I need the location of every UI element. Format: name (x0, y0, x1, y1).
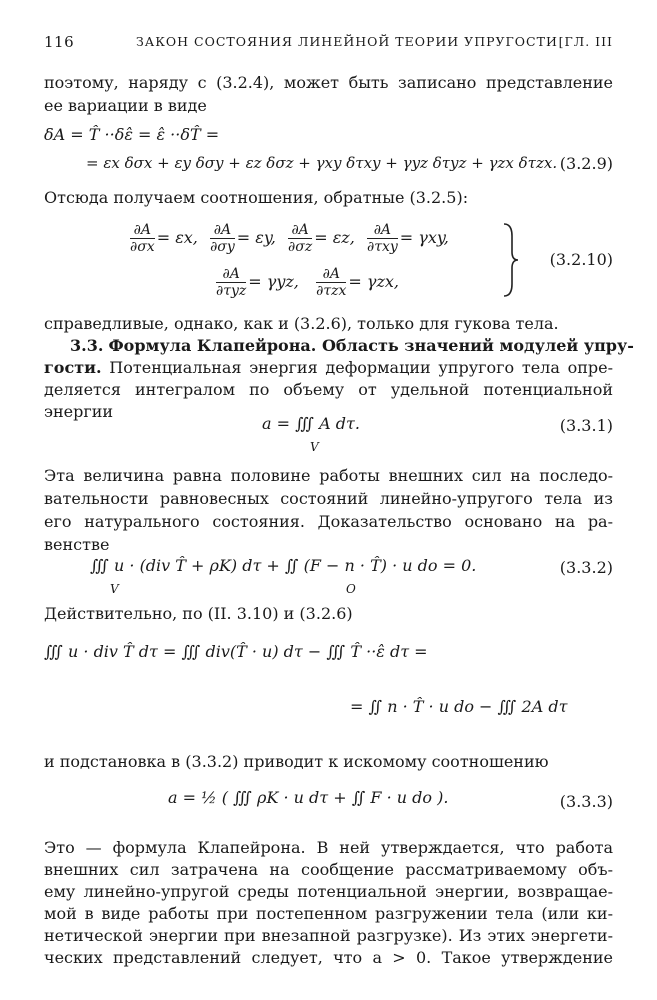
equation-3-2-9-line2: = εx δσx + εy δσy + εz δσz + γxy δτxy + γyz δτyz + γzx δτzx. (86, 154, 558, 172)
integral-subscript: V (310, 440, 319, 454)
text-line: и подстановка в (3.3.2) приводит к искомому соотношению (44, 752, 549, 771)
running-title: ЗАКОН СОСТОЯНИЯ ЛИНЕЙНОЙ ТЕОРИИ УПРУГОСТИ (136, 34, 558, 49)
text-line: ему линейно-упругой среды потенциальной энергии, возвращае- (44, 882, 613, 901)
text-line: гости. Потенциальная энергия деформации упругого тела опре- (44, 358, 613, 377)
text-line: справедливые, однако, как и (3.2.6), только для гукова тела. (44, 314, 559, 333)
equation-3-2-10-row2: $\frac{\partial A}{\text{∂τyz}}$ = γyz, $\frac{\partial A}{\text{∂τzx}}$ = γzx, (216, 266, 400, 299)
running-header (44, 33, 613, 55)
text-line: венстве (44, 535, 110, 554)
page-number: 116 (44, 33, 75, 51)
text-line: Эта величина равна половине работы внешних сил на последо- (44, 466, 613, 485)
text-line: ческих представлений следует, что a > 0. Такое утверждение (44, 948, 613, 967)
equation-number: (3.2.9) (559, 154, 613, 173)
equation-3-3-1: a = ∭ A dτ. (262, 414, 360, 433)
integral-subscript: V (110, 582, 119, 596)
equation-number: (3.3.2) (559, 558, 613, 577)
right-brace (500, 222, 520, 298)
text-line: вательности равновесных состояний линейно-упругого тела из (44, 489, 613, 508)
text-line: его натурального состояния. Доказательство основано на ра- (44, 512, 613, 531)
section-number: 3.3. (70, 336, 104, 355)
section-title: Формула Клапейрона. Область значений модулей упру- (108, 336, 634, 355)
text-line: внешних сил затрачена на сообщение рассматриваемому объ- (44, 860, 613, 879)
equation-identity-line1: ∭ u · div T̂ dτ = ∭ div(T̂ · u) dτ − ∭ T̂ ··ε̂ dτ = (44, 642, 428, 661)
equation-3-3-2: ∭ u · (div T̂ + ρK) dτ + ∬ (F − n · T̂) · u do = 0. (90, 556, 477, 575)
text-line: мой в виде работы при постепенном разгружении тела (или ки- (44, 904, 613, 923)
text-line: Отсюда получаем соотношения, обратные (3.2.5): (44, 188, 469, 207)
equation-number: (3.3.1) (559, 416, 613, 435)
equation-3-2-9-line1: δA = T̂ ··δε̂ = ε̂ ··δT̂ = (44, 125, 220, 144)
integral-subscript: O (346, 582, 356, 596)
equation-number: (3.2.10) (549, 250, 613, 269)
equation-identity-line2: = ∬ n · T̂ · u do − ∭ 2A dτ (350, 697, 568, 716)
text-line: Это — формула Клапейрона. В ней утверждается, что работа (44, 838, 613, 857)
equation-number: (3.3.3) (559, 792, 613, 811)
text-line: энергии (44, 402, 114, 421)
chapter-label: [ГЛ. III (558, 34, 613, 49)
text-line: Действительно, по (II. 3.10) и (3.2.6) (44, 604, 353, 623)
text-line: ее вариации в виде (44, 96, 207, 115)
text-line: нетической энергии при внезапной разгрузке). Из этих энергети- (44, 926, 613, 945)
section-heading-line (70, 336, 634, 356)
equation-3-3-3: a = ½ ( ∭ ρK · u dτ + ∬ F · u do ). (168, 788, 449, 807)
section-title-end: гости. (44, 358, 102, 377)
text-line: деляется интегралом по объему от удельной потенциальной (44, 380, 613, 399)
equation-3-2-10-row1: $\frac{\partial A}{\partial\sigma x}$ = εx, $\frac{\partial A}{\partial\sigma y}$ = εy, $\frac{\partial A}{\partial\sigma z}$ = εz, $\frac{\partial A}{\text{∂τxy}}$ = γxy, (130, 222, 449, 255)
text-line: поэтому, наряду с (3.2.4), может быть записано представление (44, 73, 613, 92)
